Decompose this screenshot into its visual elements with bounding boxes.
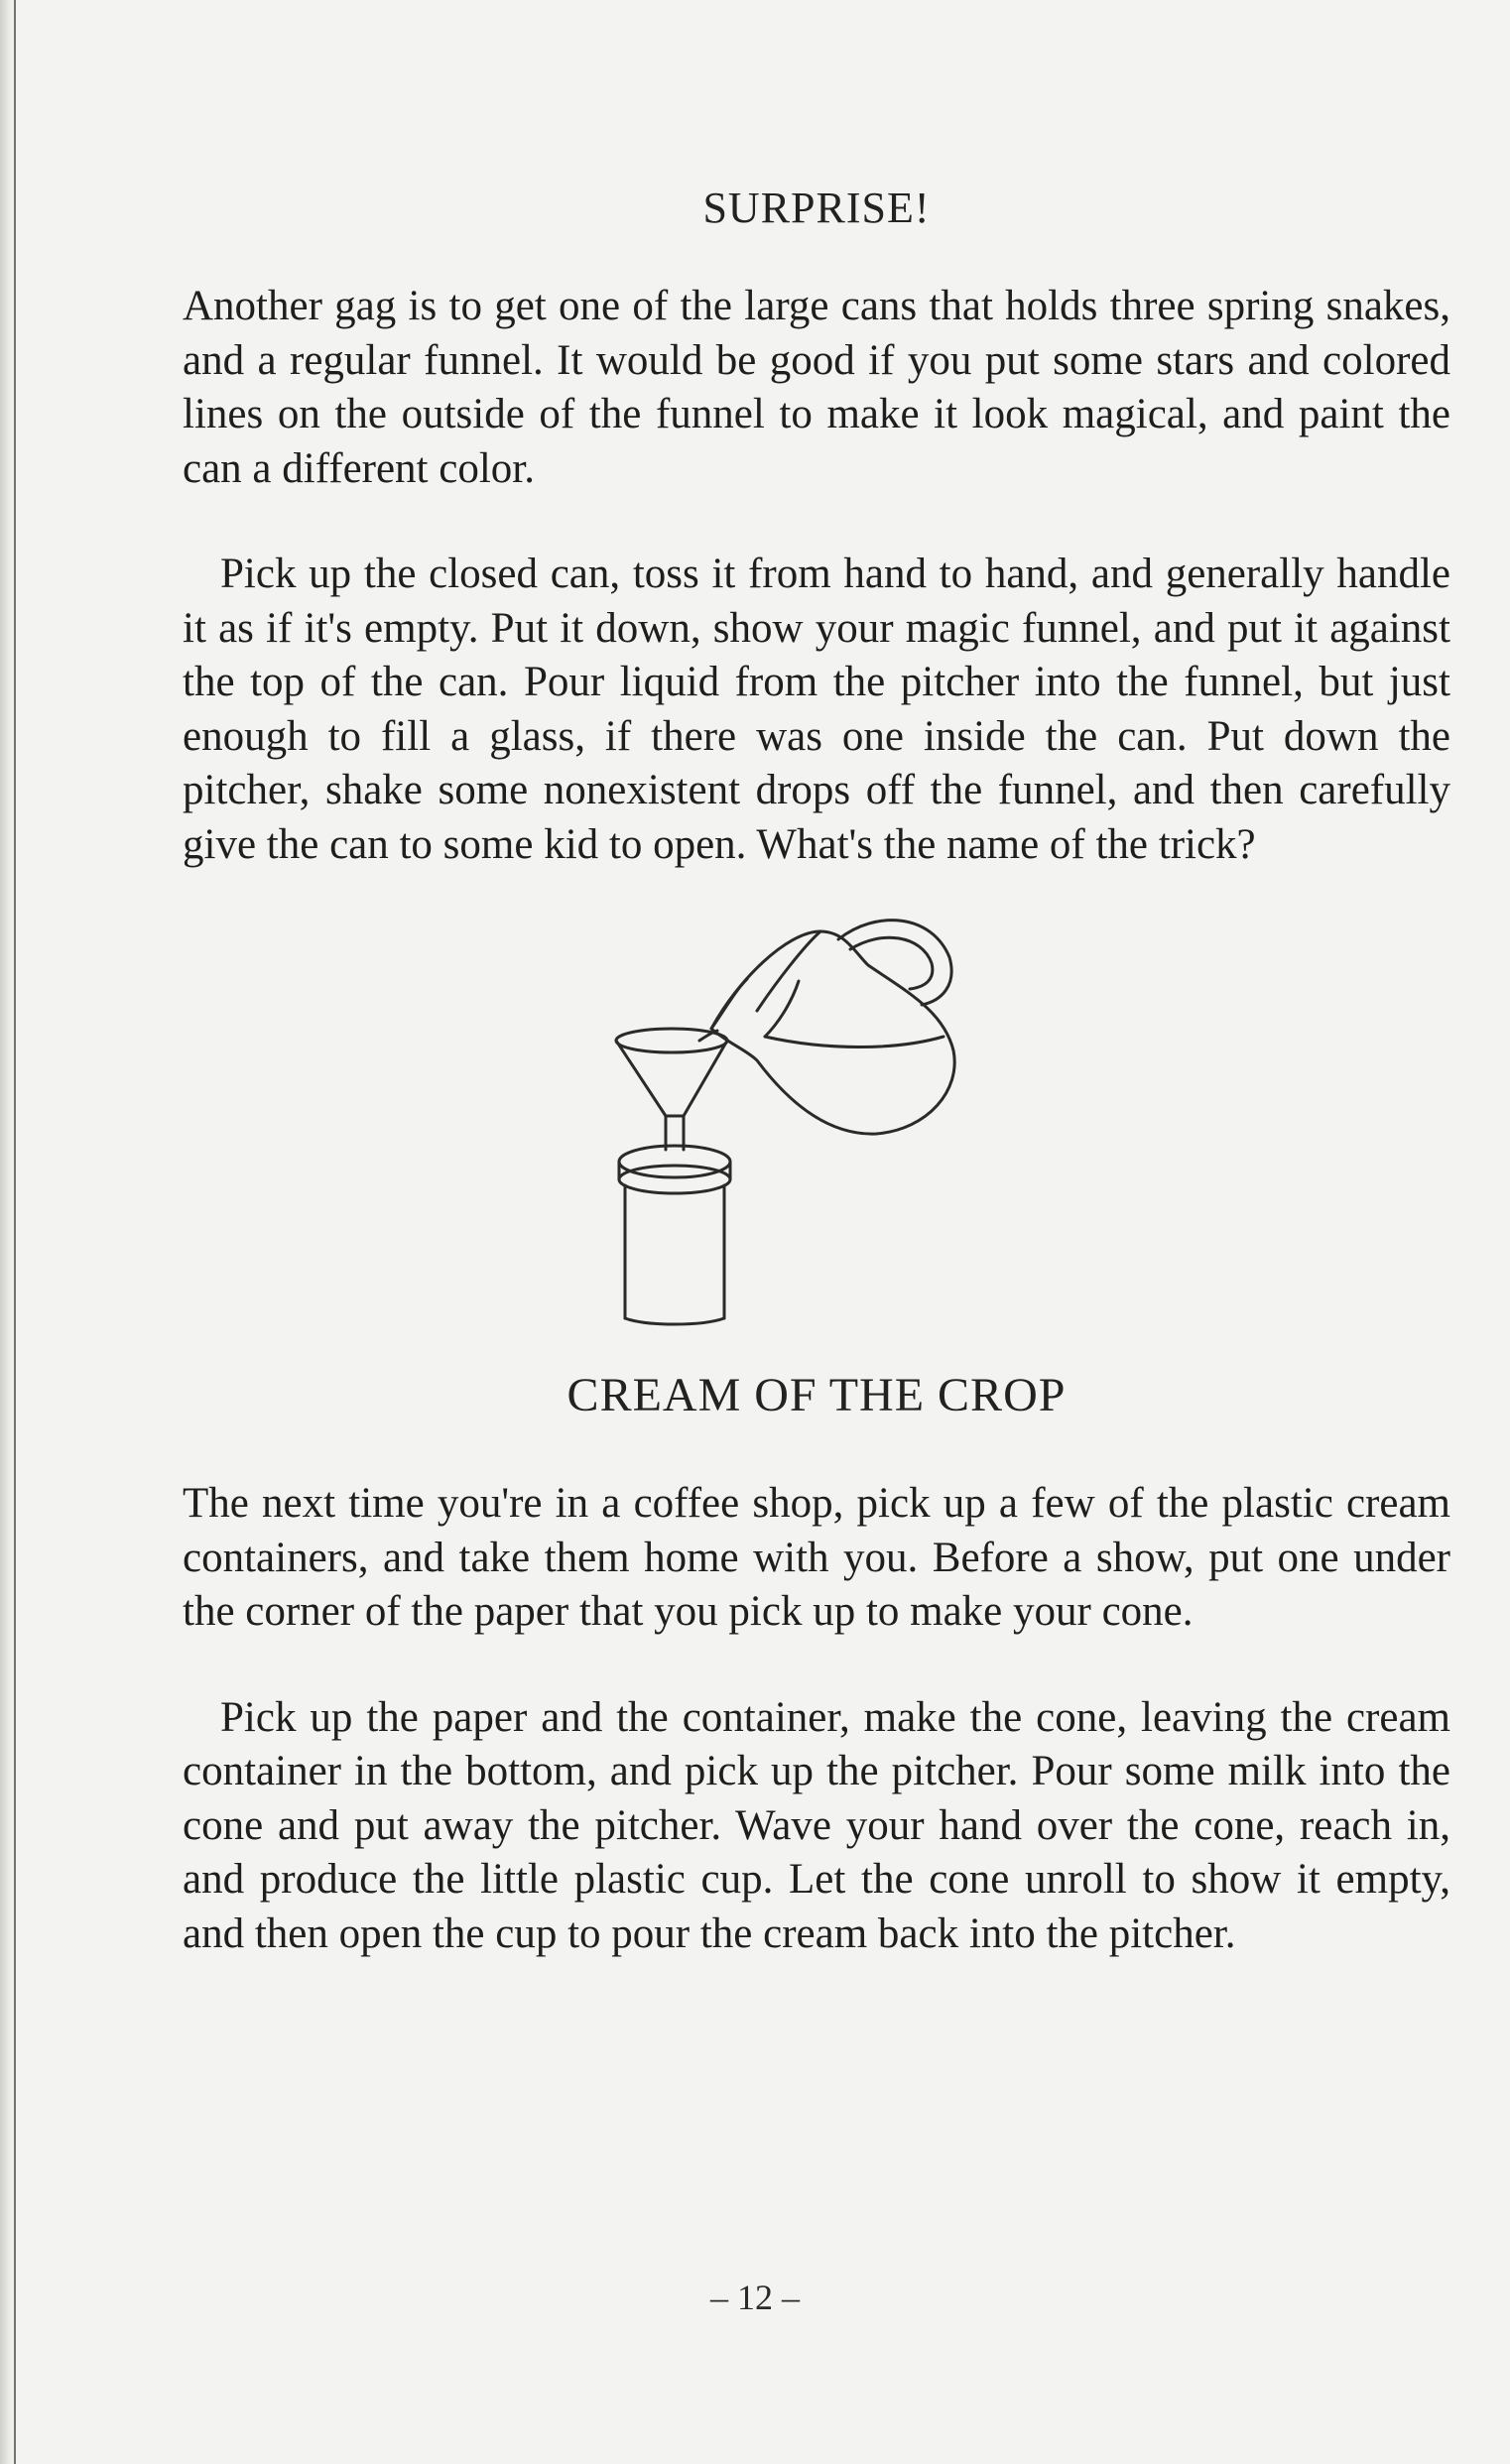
pitcher-icon	[711, 921, 954, 1134]
binding-line	[14, 0, 16, 2464]
can-icon	[619, 1146, 730, 1324]
page-number: – 12 –	[710, 2278, 800, 2317]
section-title-cream: CREAM OF THE CROP	[566, 1369, 1067, 1421]
paragraph-cream-1: The next time you're in a coffee shop, pick up a few of the plastic cream containers, and take them home with you. Before a show, put one under the corner of the paper that you pick up to make your cone.	[183, 1480, 1450, 1635]
section-title-surprise: SURPRISE!	[702, 184, 931, 232]
funnel-icon	[616, 1029, 727, 1150]
pitcher-funnel-can-illustration	[608, 902, 1025, 1338]
paragraph-surprise-1: Another gag is to get one of the large cans that holds three spring snakes, and a regular funnel. It would be good if you put some stars and colored lines on the outside of the funnel to make it look magical, and paint the can a different color.	[183, 283, 1450, 492]
page-content	[183, 179, 1450, 1961]
paragraph-cream-2: Pick up the paper and the container, make the cone, leaving the cream container in the bottom, and pick up the pitcher. Pour some milk into the cone and put away the pitcher. Wave your hand over the cone, reach in, and produce the little plastic cup. Let the cone unroll to show it empty, and then open the cup to pour the cream back into the pitcher.	[183, 1693, 1450, 1957]
paragraph-surprise-2: Pick up the closed can, toss it from hand to hand, and generally handle it as if it's empty. Put it down, show your magic funnel, and put it against the top of the can. Pour liquid from the pitcher into the funnel, but just enough to fill a glass, if there was one inside the can. Put down the pitcher, shake some nonexistent drops off the funnel, and then carefully give the can to some kid to open. What's the name of the trick?	[183, 551, 1450, 868]
